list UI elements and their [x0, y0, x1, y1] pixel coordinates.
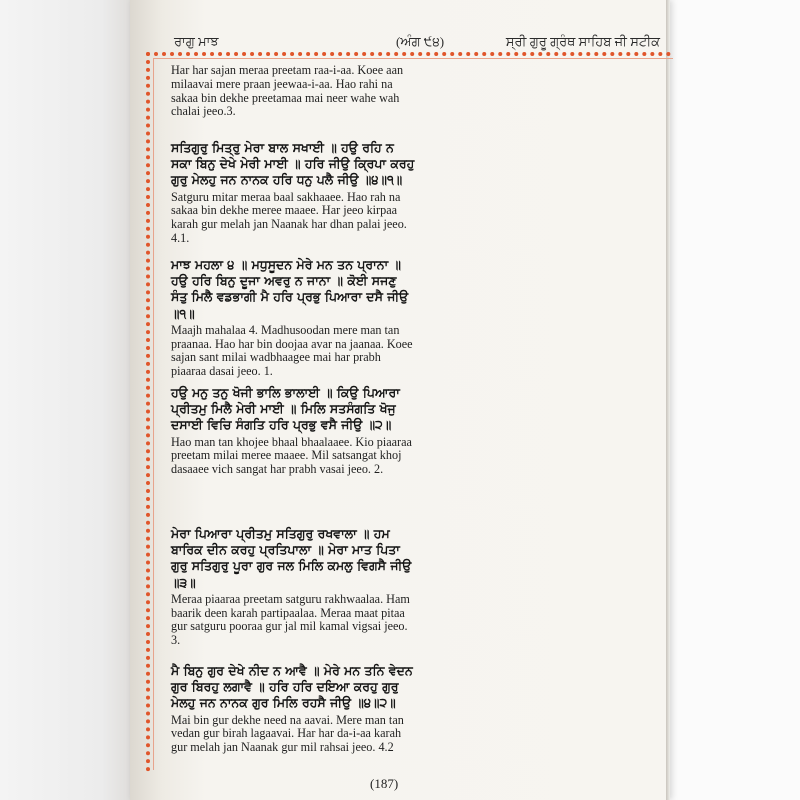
gurmukhi-text: ਹਉ ਮਨੁ ਤਨੁ ਖੋਜੀ ਭਾਲਿ ਭਾਲਾਈ ॥ ਕਿਉ ਪਿਆਰਾ ਪ੍ਰੀਤਮੁ ਮਿਲੈ ਮੇਰੀ ਮਾਈ ॥ ਮਿਲਿ ਸਤਸੰਗਤਿ ਖੋਜੁ ਦਸਾਈ ਵਿਚਿ ਸੰਗਤਿ ਹਰਿ ਪ੍ਰਭੁ ਵਸੈ ਜੀਉ ॥੨॥: [171, 385, 400, 433]
verse-block-5: [171, 663, 415, 755]
verse-block-3: [171, 385, 415, 477]
verse-block-top-left: [171, 64, 415, 119]
header-right: ਸ੍ਰੀ ਗੁਰੂ ਗ੍ਰੰਥ ਸਾਹਿਬ ਜੀ ਸਟੀਕ: [505, 34, 660, 49]
romanized-text: Maajh mahalaa 4. Madhusoodan mere man tan praanaa. Hao har bin doojaa avar na jaanaa. Koee sajan sant milai wadbhaagee mai har prabh piaaraa dasai jeeo. 1.: [171, 322, 413, 379]
gurmukhi-text: ਮੈ ਬਿਨੁ ਗੁਰ ਦੇਖੇ ਨੀਦ ਨ ਆਵੈ ॥ ਮੇਰੇ ਮਨ ਤਨਿ ਵੇਦਨ ਗੁਰ ਬਿਰਹੁ ਲਗਾਵੈ ॥ ਹਰਿ ਹਰਿ ਦਇਆ ਕਰਹੁ ਗੁਰੁ ਮੇਲਹੁ ਜਨ ਨਾਨਕ ਗੁਰ ਮਿਲਿ ਰਹਸੈ ਜੀਉ ॥੪॥੨॥: [171, 663, 413, 711]
romanized-text: Har har sajan meraa preetam raa-i-aa. Koee aan milaavai mere praan jeewaa-i-aa. Hao rahi na sakaa bin dekhe preetamaa mai neer wahe wah chalai jeeo.3.: [171, 63, 404, 119]
verse-block-2: [171, 257, 415, 379]
header-left: ਰਾਗੁ ਮਾਝ: [174, 34, 219, 49]
romanized-text: Mai bin gur dekhe need na aavai. Mere man tan vedan gur birah lagaavai. Har har da-i-aa karah gur melah jan Naanak gur mil rahsai jeeo. 4.2: [171, 712, 404, 755]
verse-block-1: [171, 140, 415, 246]
romanized-text: Hao man tan khojee bhaal bhaalaaee. Kio piaaraa preetam milai meree maaee. Mil satsangat khoj dasaaee vich sangat har prabh vasai jeeo. 2.: [171, 434, 412, 477]
page-number: (187): [370, 776, 399, 791]
verse-block-4: [171, 526, 415, 648]
gurmukhi-text: ਸਤਿਗੁਰੁ ਮਿਤ੍ਰੁ ਮੇਰਾ ਬਾਲ ਸਖਾਈ ॥ ਹਉ ਰਹਿ ਨ ਸਕਾ ਬਿਨੁ ਦੇਖੇ ਮੇਰੀ ਮਾਈ ॥ ਹਰਿ ਜੀਉ ਕ੍ਰਿਪਾ ਕਰਹੁ ਗੁਰੁ ਮੇਲਹੁ ਜਨ ਨਾਨਕ ਹਰਿ ਧਨੁ ਪਲੈ ਜੀਉ ॥੪॥੧॥: [171, 140, 415, 188]
gurmukhi-text: ਮੇਰਾ ਪਿਆਰਾ ਪ੍ਰੀਤਮੁ ਸਤਿਗੁਰੁ ਰਖਵਾਲਾ ॥ ਹਮ ਬਾਰਿਕ ਦੀਨ ਕਰਹੁ ਪ੍ਰਤਿਪਾਲਾ ॥ ਮੇਰਾ ਮਾਤ ਪਿਤਾ ਗੁਰੁ ਸਤਿਗੁਰੁ ਪੂਰਾ ਗੁਰ ਜਲ ਮਿਲਿ ਕਮਲੁ ਵਿਗਸੈ ਜੀਉ ॥੩॥: [171, 526, 412, 590]
romanized-text: Satguru mitar meraa baal sakhaaee. Hao rah na sakaa bin dekhe meree maaee. Har jeeo kirpaa karah gur melah jan Naanak har dhan palai jeeo. 4.1.: [171, 189, 407, 245]
gurmukhi-text: ਮਾਝ ਮਹਲਾ ੪ ॥ ਮਧੁਸੂਦਨ ਮੇਰੇ ਮਨ ਤਨ ਪ੍ਰਾਨਾ ॥ ਹਉ ਹਰਿ ਬਿਨੁ ਦੂਜਾ ਅਵਰੁ ਨ ਜਾਨਾ ॥ ਕੋਈ ਸਜਣੁ ਸੰਤੁ ਮਿਲੈ ਵਡਭਾਗੀ ਮੈ ਹਰਿ ਪ੍ਰਭੁ ਪਿਆਰਾ ਦਸੈ ਜੀਉ ॥੧॥: [171, 257, 409, 321]
romanized-text: Meraa piaaraa preetam satguru rakhwaalaa. Ham baarik deen karah partipaalaa. Meraa maat pitaa gur satguru pooraa gur jal mil kamal vigsai jeeo. 3.: [171, 591, 410, 648]
header-center: (ਅੰਗ ੯੪): [396, 34, 445, 49]
background-surface: [0, 0, 145, 800]
